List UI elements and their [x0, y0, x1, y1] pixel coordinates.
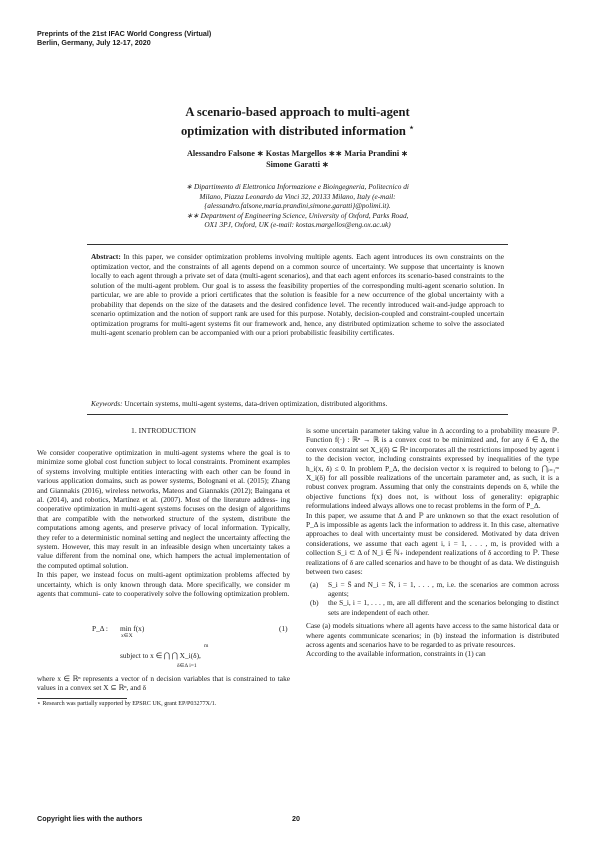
equation-constraint: subject to x ∈ ⋂ ⋂ X_i(δ), [120, 651, 201, 660]
equation-label: P_Δ : [92, 624, 108, 633]
page-number: 20 [292, 814, 300, 823]
author-list [40, 148, 555, 170]
list-item-b [306, 598, 559, 617]
list-item-a-label: (a) [310, 579, 319, 589]
affiliation-line: {alessandro.falsone,maria.prandini,simone.garatti}@polimi.it). [204, 201, 391, 211]
title-line-2: optimization with distributed information [180, 124, 406, 139]
list-item-a [306, 580, 559, 599]
equation-intersection-subscripts: δ∈Δ i=1 [177, 663, 197, 669]
title-footnote-mark: ⋆ [409, 123, 415, 132]
abstract-bottom-rule [87, 414, 508, 415]
list-item-a-text: S_i = S̄ and N_i = N̄, i = 1, . . . , m, i.e. the scenarios are common across agents; [328, 579, 559, 598]
conference-location: Berlin, Germany, July 12-17, 2020 [37, 37, 151, 47]
keywords [91, 399, 504, 409]
list-item-b-label: (b) [310, 598, 319, 608]
list-item-b-text: the S_i, i = 1, . . . , m, are all different and the scenarios belonging to distinct sets are independent of each other. [328, 598, 559, 617]
affiliation-line: ∗∗ Department of Engineering Science, University of Oxford, Parks Road, [186, 210, 409, 220]
right-paragraph-4: According to the available information, constraints in (1) can [306, 649, 486, 659]
equation-min-subscript: x∈X [121, 633, 133, 639]
conference-name: Preprints of the 21st IFAC World Congress (Virtual) [37, 29, 212, 38]
right-paragraph-2: In this paper, we assume that Δ and ℙ are unknown so that the exact resolution of P_Δ is impossible as agents lack the information to address it. In this case, alternative approaches to deal with uncertainty must be considered. Motivated by data driven considerations, we assume that each agent i, i = 1, . . . , m, is provided with a collection S_i ⊂ Δ of N_i ∈ ℕ₊ independent realizations of δ according to ℙ. These realizations of δ are called scenarios and have to be thought of as data. We distinguish between two cases: [306, 510, 559, 577]
paper-title [40, 104, 555, 139]
right-column [306, 426, 559, 659]
right-paragraph-1: is some uncertain parameter taking value in Δ according to a probability measure ℙ. Function f(·) : ℝⁿ → ℝ is a convex cost to be minimized and, for any δ ∈ Δ, the convex constraint set X_i(δ) ⊆ ℝⁿ incorporates all the restrictions imposed by agent i to the decision vector, including constraints expressed by inequalities of the type h_i(x, δ) ≤ 0. In problem P_Δ, the decision vector x is required to belong to ⋂ᵢ₌₁ᵐ X_i(δ) for all possible realizations of the uncertain parameter and, as such, it is a robust convex program. Assuming that only the constraints depends on δ, while the objective functions f(x) does not, is without loss of generality: epigraphic reformulations indeed always allows one to recast problems in the form of P_Δ. [306, 426, 559, 511]
equation-objective: min f(x) [120, 624, 145, 633]
authors-line-2: Simone Garatti ∗ [266, 160, 329, 169]
authors-line-1: Alessandro Falsone ∗ Kostas Margellos ∗∗ Maria Prandini ∗ [186, 149, 409, 158]
abstract-label: Abstract: [91, 252, 121, 261]
intro-paragraph-1: We consider cooperative optimization in multi-agent systems where the goal is to minimize some global cost function subject to local constraints. Prominent examples of systems involving multiple entities interacting with each other can be found in various application domains, such as power systems, Bolognani et al. (2015); Zhang and Giannakis (2016), wireless networks, Mateos and Giannakis (2012); Baingana et al. (2014), and robotics, Martínez et al. (2007). Most of the literature address- ing cooperative optimization in multi-agent systems focuses on the design of algorithms that are compatible with the networked structure of the system, distribute the computations among agents, and preserve privacy of local information. Typically, they refer to a deterministic nominal setting and neglect the uncertainty affecting the system. However, this may result in an infeasible design when uncertainty takes a value different from the nominal one, which hampers the actual implementation of the computed optimal solution. [37, 448, 290, 570]
conference-header [37, 30, 211, 47]
abstract [91, 252, 504, 338]
affiliation-line: ∗ Dipartimento di Elettronica Informazione e Bioingegneria, Politecnico di [186, 182, 409, 191]
left-column-continued [37, 674, 290, 693]
intro-paragraph-3: where x ∈ ℝⁿ represents a vector of n decision variables that is constrained to take values in a convex set X ⊆ ℝⁿ, and δ [37, 674, 290, 693]
affiliation-line: OX1 3PJ, Oxford, UK (e-mail: kostas.margellos@eng.ox.ac.uk) [204, 220, 391, 230]
right-paragraph-3: Case (a) models situations where all agents have access to the same historical data or where agents communicate scenarios; in (b) instead the information is distributed across agents and scenarios have to be regarded to as private resources. [306, 621, 559, 649]
footnote: ⋆ Research was partially supported by EPSRC UK, grant EP/P03277X/1. [37, 701, 217, 707]
copyright-notice: Copyright lies with the authors [37, 814, 143, 823]
abstract-top-rule [87, 244, 508, 245]
keywords-label: Keywords: [91, 399, 123, 408]
affiliations [60, 182, 535, 230]
left-column [37, 448, 290, 599]
section-heading: 1. INTRODUCTION [131, 426, 196, 435]
keywords-text: Uncertain systems, multi-agent systems, data-driven optimization, distributed algorithms. [124, 399, 388, 408]
intro-paragraph-2: In this paper, we instead focus on multi-agent optimization problems affected by uncertainty, which is only known through data. More specifically, we consider m agents that communi- cate to cooperatively solve the following optimization problem. [37, 570, 290, 599]
equation-intersection-superscript: m [204, 643, 209, 649]
title-line-1: A scenario-based approach to multi-agent [185, 105, 410, 119]
affiliation-line: Milano, Piazza Leonardo da Vinci 32, 20133 Milano, Italy (e-mail: [199, 191, 396, 201]
equation-number: (1) [279, 624, 288, 633]
footnote-rule [37, 698, 127, 699]
abstract-text: In this paper, we consider optimization problems involving multiple agents. Each agent introduces its own constraints on the optimization vector, and the constraints of all agents depend on a common source of uncertainty. We suppose that uncertainty is known locally to each agent through a private set of data (multi-agent scenarios), and that each agent enforces its scenario-based constraints to the solution of the multi-agent problem. Our goal is to assess the feasibility properties of the corresponding multi-agent scenario solution. In particular, we are able to provide a priori certificates that the solution is feasible for a new occurrence of the global uncertainty with a probability that depends on the size of the datasets and the desired confidence level. The recently introduced wait-and-judge approach to scenario optimization and the notion of support rank are used for this purpose. Notably, decision-coupled and constraint-coupled uncertain optimization programs for multi-agent systems fit our framework and, hence, any distributed optimization scheme to solve the associated multi-agent scenario problem can be accompanied with our a priori probabilistic feasibility certificates. [91, 252, 504, 337]
